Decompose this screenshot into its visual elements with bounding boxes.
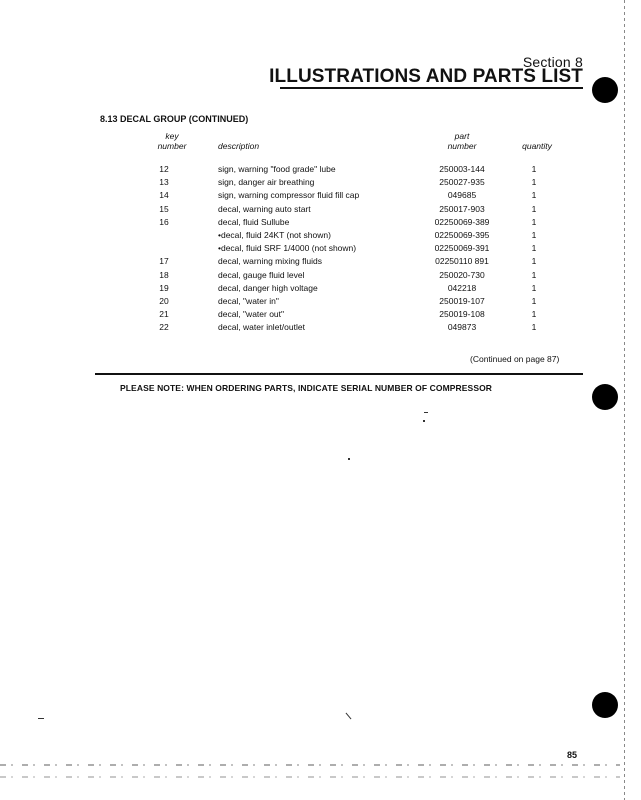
note-divider: [95, 373, 583, 375]
description: •decal, fluid 24KT (not shown): [218, 229, 331, 240]
table-row: [0, 270, 641, 283]
description: sign, warning compressor fluid fill cap: [218, 190, 360, 201]
section-label: Section 8: [522, 54, 583, 70]
key-number: 12: [159, 164, 169, 174]
table-row: [0, 309, 641, 322]
part-number: 250017-903: [439, 203, 485, 214]
part-number: 049873: [447, 322, 477, 333]
column-header-part: [432, 131, 492, 151]
quantity: 1: [531, 282, 537, 293]
column-header-part-line2: number: [447, 141, 477, 151]
part-number: 049685: [447, 190, 477, 201]
key-number: 22: [159, 322, 169, 333]
quantity: 1: [531, 164, 537, 174]
part-number: 02250069-391: [434, 243, 490, 254]
table-row: [0, 230, 641, 243]
table-row: [0, 217, 641, 230]
quantity: 1: [531, 177, 537, 188]
table-row: [0, 243, 641, 256]
key-number: 16: [159, 216, 169, 227]
quantity: 1: [531, 295, 537, 306]
key-number: 13: [159, 177, 169, 188]
quantity: 1: [531, 256, 537, 267]
table-row: [0, 164, 641, 177]
part-number: 250019-107: [439, 295, 485, 306]
part-number: 02250069-389: [434, 216, 490, 227]
part-number: 02250110 891: [435, 256, 489, 267]
quantity: 1: [531, 229, 537, 240]
quantity: 1: [531, 322, 537, 333]
table-row: [0, 190, 641, 203]
binder-hole: [592, 692, 618, 718]
description: sign, warning "food grade" lube: [218, 164, 336, 174]
quantity: 1: [531, 190, 537, 201]
part-number: 250020-730: [439, 269, 485, 280]
description: decal, water inlet/outlet: [218, 322, 305, 333]
parts-table: [0, 164, 641, 335]
table-row: [0, 177, 641, 190]
group-heading: 8.13 DECAL GROUP (CONTINUED): [100, 114, 249, 124]
part-number: 250027-935: [439, 177, 485, 188]
column-header-quantity: quantity: [522, 141, 552, 151]
table-row: [0, 256, 641, 269]
table-row: [0, 322, 641, 335]
key-number: 17: [159, 256, 169, 267]
ordering-note: PLEASE NOTE: WHEN ORDERING PARTS, INDICATE SERIAL NUMBER OF COMPRESSOR: [120, 383, 493, 393]
title-underline: [280, 87, 583, 89]
scan-speck: [346, 713, 352, 720]
description: decal, "water out": [218, 309, 285, 320]
column-header-key-line2: number: [157, 141, 187, 151]
scan-speck: [348, 458, 350, 460]
key-number: 21: [159, 309, 169, 320]
quantity: 1: [531, 243, 537, 254]
scan-speck: [424, 412, 428, 413]
scan-speck: [423, 420, 425, 422]
quantity: 1: [531, 269, 537, 280]
column-header-description: description: [218, 141, 260, 151]
table-row: [0, 296, 641, 309]
quantity: 1: [531, 216, 537, 227]
table-row: [0, 283, 641, 296]
quantity: 1: [531, 203, 537, 214]
column-header-key-line1: key: [165, 131, 179, 141]
description: decal, "water in": [218, 295, 279, 306]
continued-note: (Continued on page 87): [470, 354, 560, 364]
page-edge: [624, 0, 625, 800]
description: decal, warning auto start: [218, 203, 311, 214]
key-number: 20: [159, 295, 169, 306]
scan-noise: [0, 776, 620, 778]
binder-hole: [592, 77, 618, 103]
key-number: 18: [159, 269, 169, 280]
key-number: 15: [159, 203, 169, 214]
key-number: 14: [159, 190, 169, 201]
description: •decal, fluid SRF 1/4000 (not shown): [218, 243, 357, 254]
binder-hole: [592, 384, 618, 410]
page-title: ILLUSTRATIONS AND PARTS LIST: [269, 66, 583, 87]
column-header-part-line1: part: [454, 131, 470, 141]
description: decal, warning mixing fluids: [218, 256, 322, 267]
part-number: 250019-108: [439, 309, 485, 320]
table-row: [0, 204, 641, 217]
scan-speck: [38, 718, 44, 719]
quantity: 1: [531, 309, 537, 320]
part-number: 02250069-395: [434, 229, 490, 240]
description: sign, danger air breathing: [218, 177, 315, 188]
description: decal, gauge fluid level: [218, 269, 305, 280]
description: decal, fluid Sullube: [218, 216, 290, 227]
column-header-key: [152, 131, 192, 151]
part-number: 250003-144: [439, 164, 485, 174]
page-number: 85: [567, 750, 578, 760]
key-number: 19: [159, 282, 169, 293]
scan-noise: [0, 764, 620, 766]
part-number: 042218: [447, 282, 477, 293]
description: decal, danger high voltage: [218, 282, 318, 293]
